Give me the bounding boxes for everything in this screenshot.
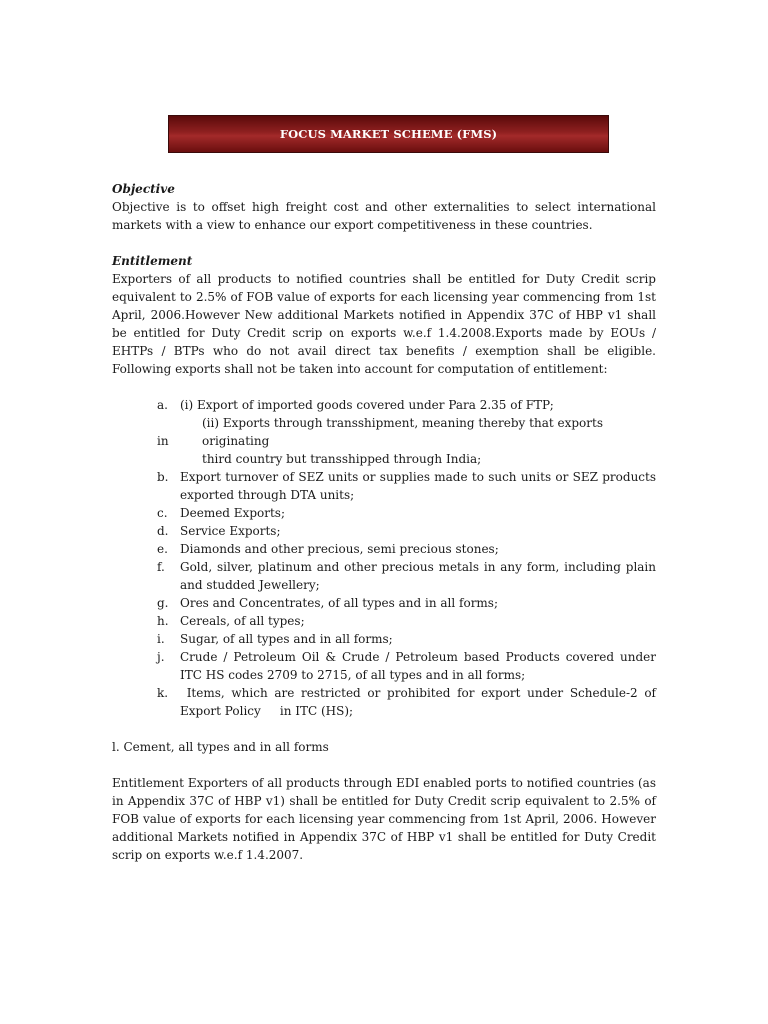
list-item-a-line-2: (ii) Exports through transshipment, meaning thereby that exports originating — [202, 416, 603, 448]
exclusions-list — [112, 396, 660, 720]
list-item: d. Service Exports; — [157, 524, 281, 538]
entitlement-heading: Entitlement — [112, 254, 193, 268]
list-item: i. Sugar, of all types and in all forms; — [157, 632, 393, 646]
document-title: FOCUS MARKET SCHEME (FMS) — [168, 115, 609, 153]
objective-heading: Objective — [112, 182, 175, 196]
list-item: k. Items, which are restricted or prohibited for export under Schedule-2 of Export Policy in ITC (HS); — [157, 686, 660, 718]
list-item-a-line-1: (i) Export of imported goods covered under Para 2.35 of FTP; — [180, 398, 554, 412]
document-body — [112, 180, 660, 864]
list-item: g. Ores and Concentrates, of all types and in all forms; — [157, 596, 499, 610]
list-item: j. Crude / Petroleum Oil & Crude / Petroleum based Products covered under ITC HS codes 2709 to 2715, of all types and in all forms; — [157, 650, 656, 682]
list-item: c. Deemed Exports; — [157, 506, 285, 520]
list-item: b. Export turnover of SEZ units or supplies made to such units or SEZ products exported through DTA units; — [157, 470, 656, 502]
list-marker: a. — [157, 398, 168, 412]
list-item-a-sub — [112, 414, 656, 468]
list-item: e. Diamonds and other precious, semi precious stones; — [157, 542, 499, 556]
cement-line: l. Cement, all types and in all forms — [112, 740, 329, 754]
objective-text: Objective is to offset high freight cost and other externalities to select international markets with a view to enhance our export competitiveness in these countries. — [112, 200, 656, 232]
list-item-a-in-label: in — [157, 434, 169, 448]
entitlement-text: Exporters of all products to notified countries shall be entitled for Duty Credit scrip equivalent to 2.5% of FOB value of exports for each licensing year commencing from 1st April, 2006.However New additional Markets notified in Appendix 37C of HBP v1 shall be entitled for Duty Credit scrip on exports w.e.f 1.4.2008.Exports made by EOUs / EHTPs / BTPs who do not avail direct tax benefits / exemption shall be eligible. Following exports shall not be taken into account for computation of entitlement: — [112, 272, 656, 376]
list-item: h. Cereals, of all types; — [157, 614, 305, 628]
list-item: f. Gold, silver, platinum and other precious metals in any form, including plain and studded Jewellery; — [157, 560, 656, 592]
list-item-a-line-3: third country but transshipped through India; — [202, 452, 482, 466]
list-item-a — [112, 396, 656, 414]
final-paragraph: Entitlement Exporters of all products through EDI enabled ports to notified countries (as in Appendix 37C of HBP v1) shall be entitled for Duty Credit scrip equivalent to 2.5% of FOB value of exports for each licensing year commencing from 1st April, 2006. However additional Markets notified in Appendix 37C of HBP v1 shall be entitled for Duty Credit scrip on exports w.e.f 1.4.2007. — [112, 776, 656, 862]
